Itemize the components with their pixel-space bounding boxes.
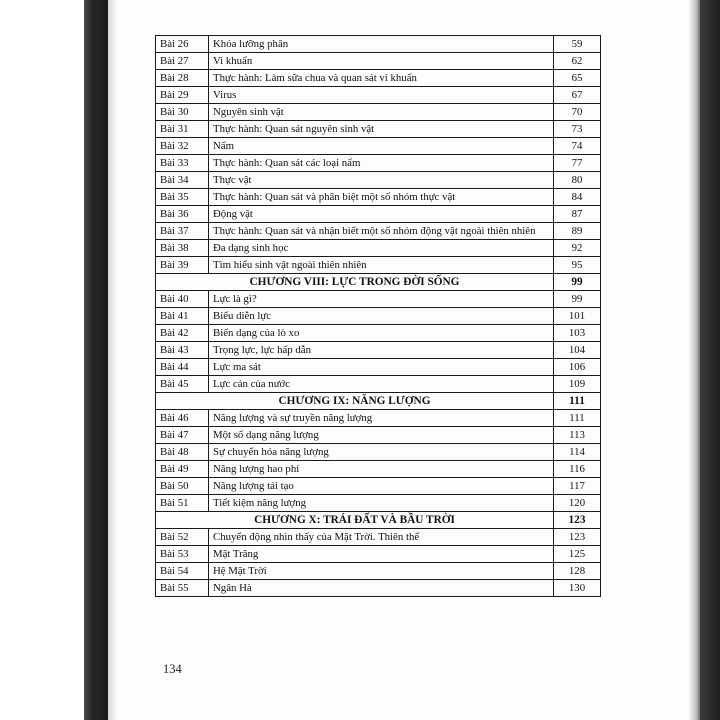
lesson-number: Bài 30 (156, 104, 209, 121)
lesson-row (156, 87, 601, 104)
lesson-page-number: 117 (554, 478, 601, 495)
lesson-page-number: 128 (554, 563, 601, 580)
lesson-title: Biến dạng của lò xo (209, 325, 554, 342)
lesson-number: Bài 39 (156, 257, 209, 274)
lesson-title: Tìm hiểu sinh vật ngoài thiên nhiên (209, 257, 554, 274)
lesson-page-number: 73 (554, 121, 601, 138)
chapter-title: CHƯƠNG X: TRÁI ĐẤT VÀ BẦU TRỜI (156, 512, 554, 529)
lesson-title: Thực hành: Quan sát các loại nấm (209, 155, 554, 172)
chapter-row (156, 393, 601, 410)
lesson-row (156, 495, 601, 512)
lesson-number: Bài 32 (156, 138, 209, 155)
lesson-row (156, 172, 601, 189)
lesson-page-number: 84 (554, 189, 601, 206)
lesson-page-number: 114 (554, 444, 601, 461)
lesson-title: Ngân Hà (209, 580, 554, 597)
lesson-page-number: 125 (554, 546, 601, 563)
lesson-row (156, 580, 601, 597)
lesson-title: Thực hành: Quan sát và phân biệt một số nhóm thực vật (209, 189, 554, 206)
lesson-row (156, 189, 601, 206)
lesson-title: Trọng lực, lực hấp dẫn (209, 342, 554, 359)
lesson-row (156, 342, 601, 359)
chapter-page-number: 99 (554, 274, 601, 291)
lesson-row (156, 376, 601, 393)
chapter-page-number: 123 (554, 512, 601, 529)
lesson-title: Lực cản của nước (209, 376, 554, 393)
lesson-number: Bài 37 (156, 223, 209, 240)
lesson-title: Tiết kiệm năng lượng (209, 495, 554, 512)
lesson-row (156, 478, 601, 495)
lesson-row (156, 36, 601, 53)
page (118, 0, 688, 720)
lesson-row (156, 291, 601, 308)
lesson-page-number: 62 (554, 53, 601, 70)
lesson-row (156, 257, 601, 274)
lesson-number: Bài 47 (156, 427, 209, 444)
lesson-page-number: 101 (554, 308, 601, 325)
lesson-row (156, 104, 601, 121)
lesson-number: Bài 51 (156, 495, 209, 512)
lesson-title: Thực hành: Quan sát nguyên sinh vật (209, 121, 554, 138)
lesson-number: Bài 52 (156, 529, 209, 546)
lesson-row (156, 444, 601, 461)
chapter-title: CHƯƠNG IX: NĂNG LƯỢNG (156, 393, 554, 410)
lesson-page-number: 74 (554, 138, 601, 155)
lesson-number: Bài 55 (156, 580, 209, 597)
lesson-page-number: 80 (554, 172, 601, 189)
lesson-row (156, 155, 601, 172)
lesson-title: Khóa lưỡng phân (209, 36, 554, 53)
lesson-row (156, 325, 601, 342)
lesson-title: Lực là gì? (209, 291, 554, 308)
lesson-row (156, 240, 601, 257)
page-left-shadow (108, 0, 118, 720)
lesson-title: Biểu diễn lực (209, 308, 554, 325)
lesson-number: Bài 31 (156, 121, 209, 138)
lesson-number: Bài 46 (156, 410, 209, 427)
lesson-number: Bài 28 (156, 70, 209, 87)
lesson-row (156, 206, 601, 223)
chapter-page-number: 111 (554, 393, 601, 410)
lesson-row (156, 410, 601, 427)
lesson-page-number: 77 (554, 155, 601, 172)
lesson-title: Năng lượng hao phí (209, 461, 554, 478)
lesson-number: Bài 49 (156, 461, 209, 478)
lesson-title: Vi khuẩn (209, 53, 554, 70)
lesson-page-number: 120 (554, 495, 601, 512)
lesson-page-number: 130 (554, 580, 601, 597)
lesson-page-number: 70 (554, 104, 601, 121)
lesson-row (156, 546, 601, 563)
lesson-title: Động vật (209, 206, 554, 223)
lesson-title: Sự chuyển hóa năng lượng (209, 444, 554, 461)
chapter-row (156, 512, 601, 529)
lesson-title: Thực hành: Quan sát và nhận biết một số nhóm động vật ngoài thiên nhiên (209, 223, 554, 240)
lesson-number: Bài 26 (156, 36, 209, 53)
chapter-row (156, 274, 601, 291)
lesson-number: Bài 34 (156, 172, 209, 189)
chapter-title: CHƯƠNG VIII: LỰC TRONG ĐỜI SỐNG (156, 274, 554, 291)
lesson-title: Năng lượng và sự truyền năng lượng (209, 410, 554, 427)
lesson-page-number: 113 (554, 427, 601, 444)
lesson-page-number: 106 (554, 359, 601, 376)
lesson-number: Bài 50 (156, 478, 209, 495)
lesson-page-number: 103 (554, 325, 601, 342)
lesson-title: Thực vật (209, 172, 554, 189)
lesson-title: Một số dạng năng lượng (209, 427, 554, 444)
lesson-title: Thực hành: Làm sữa chua và quan sát vi khuẩn (209, 70, 554, 87)
lesson-title: Lực ma sát (209, 359, 554, 376)
lesson-title: Nấm (209, 138, 554, 155)
lesson-title: Nguyên sinh vật (209, 104, 554, 121)
lesson-title: Đa dạng sinh học (209, 240, 554, 257)
lesson-page-number: 67 (554, 87, 601, 104)
lesson-row (156, 427, 601, 444)
lesson-row (156, 138, 601, 155)
lesson-page-number: 65 (554, 70, 601, 87)
lesson-page-number: 92 (554, 240, 601, 257)
lesson-row (156, 223, 601, 240)
lesson-page-number: 116 (554, 461, 601, 478)
lesson-number: Bài 40 (156, 291, 209, 308)
toc-body (156, 36, 601, 597)
lesson-number: Bài 45 (156, 376, 209, 393)
lesson-number: Bài 48 (156, 444, 209, 461)
toc-table (155, 35, 601, 597)
lesson-page-number: 123 (554, 529, 601, 546)
lesson-page-number: 95 (554, 257, 601, 274)
lesson-row (156, 563, 601, 580)
lesson-title: Năng lượng tái tạo (209, 478, 554, 495)
lesson-number: Bài 42 (156, 325, 209, 342)
lesson-title: Mặt Trăng (209, 546, 554, 563)
lesson-page-number: 89 (554, 223, 601, 240)
lesson-number: Bài 29 (156, 87, 209, 104)
page-right-shadow (688, 0, 700, 720)
lesson-number: Bài 43 (156, 342, 209, 359)
lesson-page-number: 109 (554, 376, 601, 393)
lesson-row (156, 308, 601, 325)
lesson-number: Bài 44 (156, 359, 209, 376)
lesson-row (156, 461, 601, 478)
lesson-number: Bài 54 (156, 563, 209, 580)
lesson-row (156, 529, 601, 546)
lesson-row (156, 70, 601, 87)
lesson-page-number: 99 (554, 291, 601, 308)
lesson-page-number: 87 (554, 206, 601, 223)
footer-page-number: 134 (163, 662, 182, 676)
lesson-number: Bài 35 (156, 189, 209, 206)
lesson-row (156, 53, 601, 70)
lesson-number: Bài 38 (156, 240, 209, 257)
lesson-title: Hệ Mặt Trời (209, 563, 554, 580)
lesson-page-number: 59 (554, 36, 601, 53)
lesson-page-number: 104 (554, 342, 601, 359)
lesson-row (156, 359, 601, 376)
lesson-number: Bài 41 (156, 308, 209, 325)
lesson-row (156, 121, 601, 138)
left-dark-edge (84, 0, 108, 720)
lesson-number: Bài 53 (156, 546, 209, 563)
right-dark-edge (700, 0, 720, 720)
lesson-number: Bài 33 (156, 155, 209, 172)
lesson-page-number: 111 (554, 410, 601, 427)
lesson-title: Chuyển động nhìn thấy của Mặt Trời. Thiên thể (209, 529, 554, 546)
lesson-number: Bài 27 (156, 53, 209, 70)
lesson-title: Virus (209, 87, 554, 104)
lesson-number: Bài 36 (156, 206, 209, 223)
